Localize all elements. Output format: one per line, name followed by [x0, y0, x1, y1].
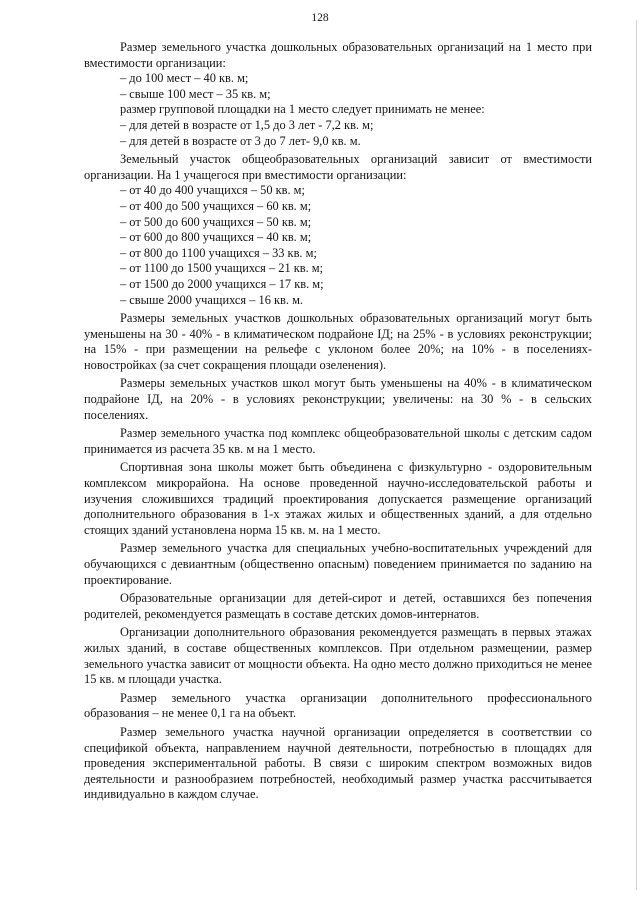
list-item: – от 800 до 1100 учащихся – 33 кв. м; — [120, 245, 317, 260]
list-item: – для детей в возрасте от 1,5 до 3 лет - 7,2 кв. м; — [120, 117, 374, 132]
list-item: – свыше 2000 учащихся – 16 кв. м. — [120, 292, 304, 307]
page-number: 128 — [311, 12, 329, 24]
list-item: – от 500 до 600 учащихся – 50 кв. м; — [120, 214, 312, 229]
list-item: – свыше 100 мест – 35 кв. м; — [120, 86, 271, 101]
list-item: – от 400 до 500 учащихся – 60 кв. м; — [120, 198, 312, 213]
list-item: – от 600 до 800 учащихся – 40 кв. м; — [120, 230, 312, 245]
document-body — [84, 40, 592, 803]
paragraph: Спортивная зона школы может быть объединена с физкультурно - оздоровительным комплексом микрорайона. На основе проведенной научно-исследовательской работы и изучения сложившихся традиций проектирования допускается размещение организаций дополнительного образования в 1-х этажах жилых и общественных зданий, а для отдельно стоящих зданий установлена норма 15 кв. м. на 1 место. — [84, 460, 592, 537]
scan-edge-line — [636, 20, 637, 890]
paragraph: Размеры земельных участков школ могут быть уменьшены на 40% - в климатическом подрайоне IД, на 20% - в условиях реконструкции; увеличены: на 30 % - в сельских поселениях. — [84, 376, 592, 422]
list-item: – от 40 до 400 учащихся – 50 кв. м; — [120, 183, 305, 198]
paragraph: Земельный участок общеобразовательных организаций зависит от вместимости организации. На 1 учащегося при вместимости организации: — [84, 152, 592, 182]
list-item: – от 1500 до 2000 учащихся – 17 кв. м; — [120, 276, 324, 291]
paragraph: Размер земельного участка организации дополнительного профессионального образования – не менее 0,1 га на объект. — [84, 690, 592, 721]
paragraph: Организации дополнительного образования рекомендуется размещать в первых этажах жилых зданий, в составе общественных комплексов. При отдельном размещении, размер земельного участка зависит от мощности объекта. На одно место должно приходиться не менее 15 кв. м площади участка. — [84, 625, 592, 687]
list-item: – от 1100 до 1500 учащихся – 21 кв. м; — [120, 261, 324, 276]
paragraph: Размер земельного участка научной организации определяется в соответствии со спецификой объекта, направлением научной деятельности, потребностью в площадях для проведения экспериментальной работы. В связи с широким спектром возможных видов деятельности и разнообразием потребностей, необходимый размер участка рассчитывается индивидуально в каждом случае. — [84, 724, 592, 802]
paragraph: Размеры земельных участков дошкольных образовательных организаций могут быть уменьшены на 30 - 40% - в климатическом подрайоне IД; на 25% - в условиях реконструкции; на 15% - при размещении на рельефе с уклоном более 20%; на 10% - в поселениях-новостройках (за счет сокращения площади озеленения). — [84, 311, 592, 372]
list-item: – для детей в возрасте от 3 до 7 лет- 9,0 кв. м. — [120, 133, 361, 148]
list-item: – до 100 мест – 40 кв. м; — [120, 71, 249, 86]
paragraph: Размер земельного участка для специальных учебно-воспитательных учреждений для обучающихся с девиантным (общественно опасным) поведением принимается по заданию на проектирование. — [84, 541, 592, 587]
list-item: размер групповой площадки на 1 место следует принимать не менее: — [120, 102, 485, 117]
paragraph: Размер земельного участка дошкольных образовательных организаций на 1 место при вместимости организации: — [84, 40, 592, 70]
paragraph: Размер земельного участка под комплекс общеобразовательной школы с детским садом принимается из расчета 35 кв. м на 1 место. — [84, 426, 592, 456]
paragraph: Образовательные организации для детей-сирот и детей, оставшихся без попечения родителей, рекомендуется размещать в составе детских домов-интернатов. — [84, 591, 592, 621]
